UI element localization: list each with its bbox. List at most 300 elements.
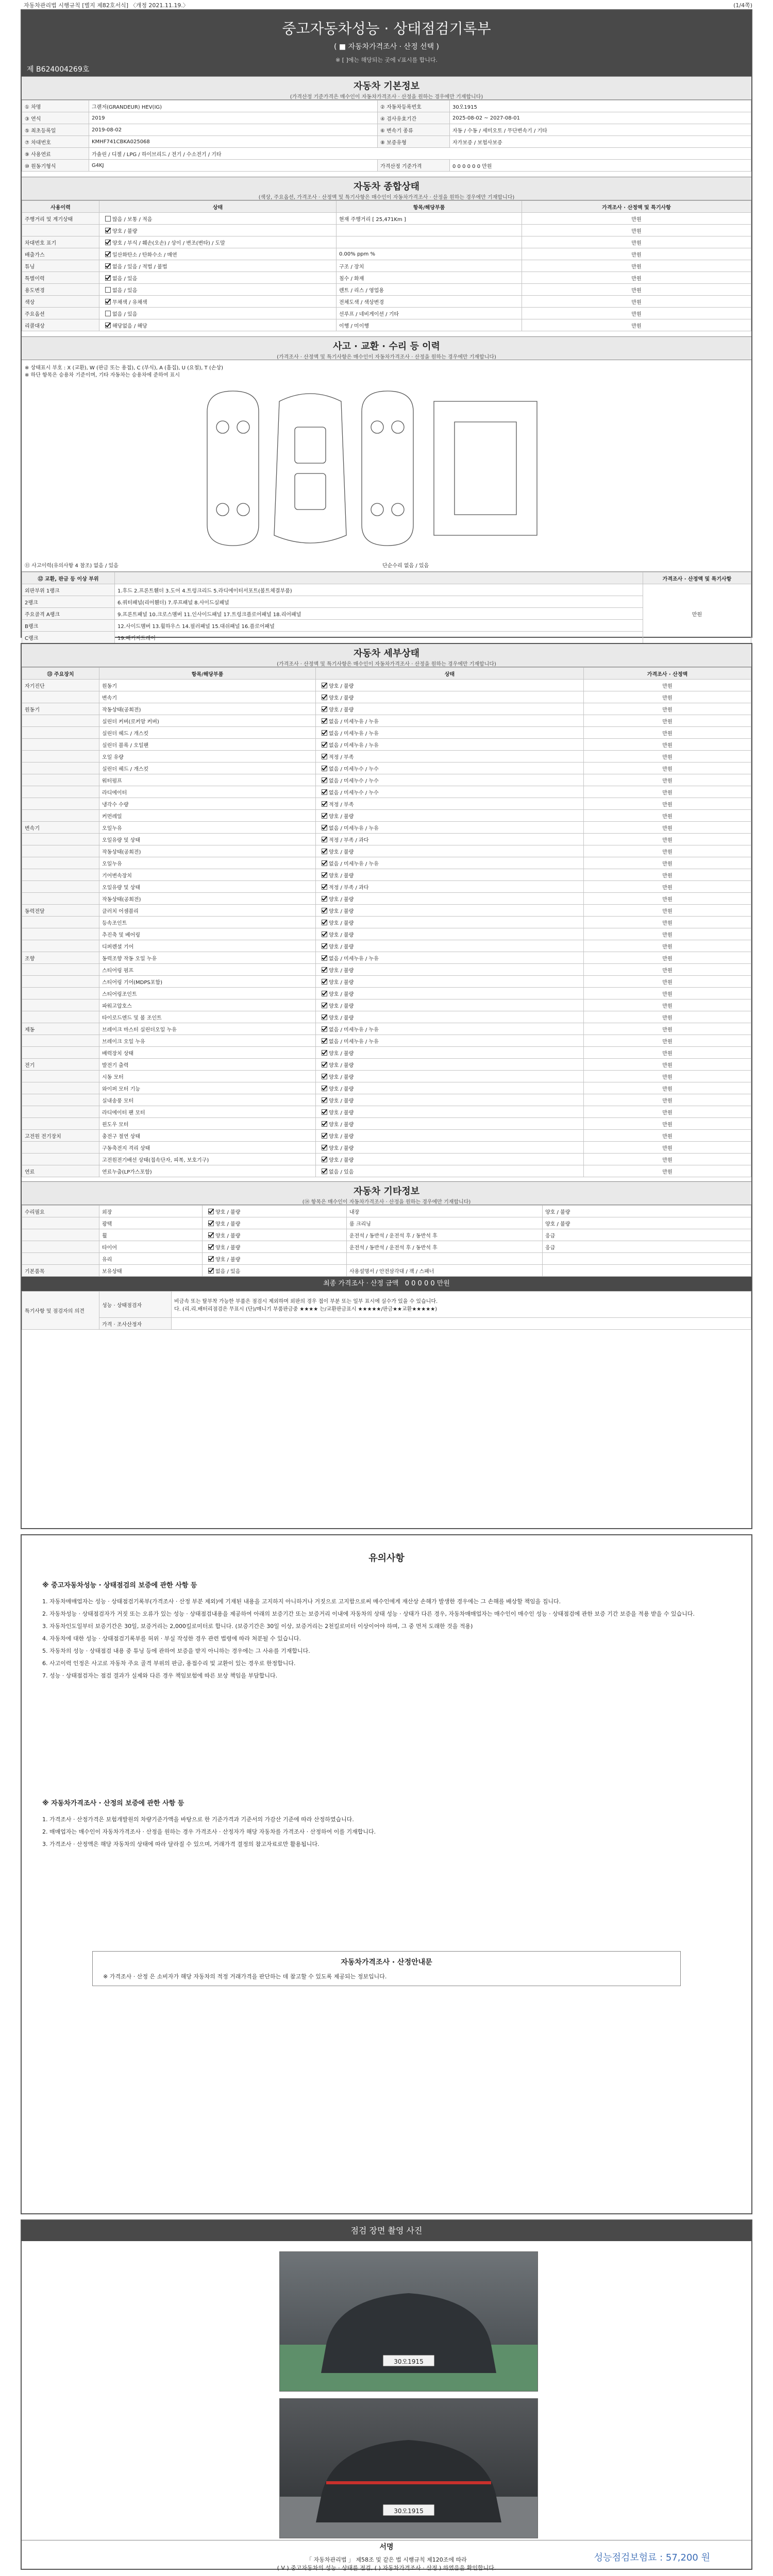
- table-row: [22, 1106, 751, 1118]
- price-cell: 만원: [584, 762, 751, 774]
- item-name: 클러치 어셈블리: [99, 905, 316, 917]
- device-group: [22, 1011, 99, 1023]
- price-cell: 만원: [584, 1059, 751, 1071]
- status-cell-2: [543, 1265, 751, 1277]
- inspection-photo-front: [279, 2251, 538, 2392]
- value: 자가보증 / 보험사보증: [450, 136, 751, 148]
- status-options: 없음 / 미세누수 / 누수: [329, 790, 379, 796]
- checkbox-checked[interactable]: [322, 718, 327, 724]
- device-group: 변속기: [22, 822, 99, 834]
- device-group: 고전원 전기장치: [22, 1130, 99, 1142]
- checkbox-checked[interactable]: [322, 955, 327, 961]
- overall-status-header: [22, 177, 751, 200]
- table-row: [22, 284, 751, 296]
- table-row: [22, 100, 751, 112]
- price-cell: 만원: [522, 236, 751, 248]
- car-front-image: [280, 2252, 537, 2391]
- status-options: 양호 / 불량: [329, 683, 354, 689]
- checkbox-checked[interactable]: [322, 1145, 327, 1150]
- table-row: [22, 727, 751, 739]
- price-cell: 만원: [522, 296, 751, 308]
- checkbox-checked[interactable]: [105, 299, 111, 304]
- parts-price: 만원: [643, 584, 751, 643]
- item-name: 변속기: [99, 691, 316, 703]
- price-cell: 만원: [584, 1071, 751, 1082]
- checkbox[interactable]: [105, 216, 111, 222]
- item-name: 오일유량 및 상태: [99, 881, 316, 893]
- item-name: 작동상태(공회전): [99, 845, 316, 857]
- device-group: [22, 893, 99, 905]
- overall-heading: 자동차 종합상태: [354, 181, 419, 192]
- column-header: 항목/해당부품: [99, 668, 316, 680]
- status-cell: [316, 952, 584, 964]
- item-name-2: 룸 크리닝: [347, 1217, 543, 1229]
- checkbox-checked[interactable]: [322, 1086, 327, 1091]
- table-row: [22, 798, 751, 810]
- accident-note: (가격조사 · 산정액 및 특기사항은 매수인이 자동차가격조사 · 산정을 원하는 경우에만 기재합니다): [277, 354, 496, 360]
- checkbox-checked[interactable]: [322, 1038, 327, 1044]
- price-cell: 만원: [584, 715, 751, 727]
- table-row: [22, 213, 751, 225]
- checkbox-checked[interactable]: [322, 979, 327, 985]
- item-name: 외장: [99, 1206, 203, 1217]
- item-name: 윈도우 모터: [99, 1118, 316, 1130]
- other-table: [22, 1205, 751, 1277]
- checkbox-checked[interactable]: [105, 228, 111, 233]
- device-group: 연료: [22, 1165, 99, 1177]
- status-options: 없음 / 있음: [215, 1268, 241, 1275]
- status-cell: [316, 751, 584, 762]
- remarks-table: [22, 1291, 751, 1330]
- device-group: [22, 1154, 99, 1165]
- detail-note: (가격조사 · 산정액 및 특기사항은 매수인이 자동차가격조사 · 산정을 원하는 경우에만 기재합니다): [277, 662, 496, 667]
- checkbox-checked[interactable]: [322, 766, 327, 771]
- status-options: 없음 / 있음: [112, 276, 138, 282]
- status-options: 양호 / 불량: [329, 1062, 354, 1069]
- status-cell: [99, 236, 337, 248]
- item-name: 커먼레일: [99, 810, 316, 822]
- checkbox-checked[interactable]: [322, 1133, 327, 1139]
- checkbox-checked[interactable]: [105, 275, 111, 281]
- status-options: 양호 / 불량: [329, 849, 354, 855]
- item-name: 디퍼렌셜 기어: [99, 940, 316, 952]
- inspector-remark: [172, 1292, 751, 1318]
- price-cell: 만원: [522, 260, 751, 272]
- photo-heading: 점검 장면 촬영 사진: [22, 2221, 751, 2241]
- checkbox-checked[interactable]: [322, 706, 327, 712]
- page-4-photos: [21, 2219, 752, 2570]
- status-cell: [316, 703, 584, 715]
- device-group: [22, 810, 99, 822]
- status-options: 일산화탄소 / 탄화수소 / 매연: [112, 252, 177, 258]
- table-row: [22, 1142, 751, 1154]
- detail-cell: 선루프 / 네비게이션 / 기타: [337, 308, 522, 319]
- table-row: [22, 296, 751, 308]
- total-price-value: 0 0 0 0 0 만원: [405, 1280, 450, 1287]
- checkbox-checked[interactable]: [322, 1074, 327, 1079]
- item-name: 파워고압호스: [99, 999, 316, 1011]
- checkbox-checked[interactable]: [208, 1268, 214, 1274]
- checkbox-checked[interactable]: [105, 240, 111, 245]
- price-cell: 만원: [584, 893, 751, 905]
- item-label: 주행거리 및 계기상태: [22, 213, 99, 225]
- table-row: [22, 148, 751, 160]
- check-note: ※ [ ]에는 해당되는 곳에 √표시를 합니다.: [335, 57, 438, 63]
- checkbox-checked[interactable]: [322, 825, 327, 831]
- column-header: 사용이력: [22, 201, 99, 213]
- status-cell: [316, 810, 584, 822]
- rank-label: B랭크: [22, 620, 115, 632]
- footer-line-2: ( V ) 중고자동차의 성능 · 상태를 점검, ( ) 자동차가격조사 · 산정 ) 하였음을 확인합니다.: [277, 2565, 496, 2571]
- checkbox-checked[interactable]: [322, 1050, 327, 1056]
- price-cell: 만원: [584, 869, 751, 881]
- item-name: 충전구 절연 상태: [99, 1130, 316, 1142]
- status-options: 양호 / 부식 / 훼손(오손) / 상이 / 변조(변타) / 도말: [112, 240, 225, 246]
- table-row: [22, 596, 751, 608]
- checkbox-checked[interactable]: [322, 1026, 327, 1032]
- item-name: 라디에이터: [99, 786, 316, 798]
- checkbox-checked[interactable]: [322, 1109, 327, 1115]
- table-row: [22, 940, 751, 952]
- price-cell: 만원: [584, 751, 751, 762]
- checkbox-checked[interactable]: [208, 1232, 214, 1238]
- notes-item: 3. 자동차인도일부터 보증기간은 30일, 보증거리는 2,000킬로미터로 합니다. (보증기간은 30일 이상, 보증거리는 2천킬로미터 이상이어야 하며, 그 중 먼저 도래한 것을 적용): [42, 1623, 473, 1630]
- checkbox[interactable]: [105, 311, 111, 316]
- value: 2019: [89, 112, 378, 124]
- table-row: [22, 751, 751, 762]
- item-name: 브레이크 마스터 실린더오일 누유: [99, 1023, 316, 1035]
- item-name: 고전원전기배선 상태(접속단자, 피복, 보호기구): [99, 1154, 316, 1165]
- status-options: 양호 / 불량: [329, 1086, 354, 1092]
- status-options: 많음 / 보통 / 적음: [112, 216, 153, 223]
- device-group: [22, 869, 99, 881]
- status-cell: [316, 1154, 584, 1165]
- status-cell: [316, 1165, 584, 1177]
- basic-info-heading: 자동차 기본정보: [354, 81, 419, 92]
- table-row: [22, 260, 751, 272]
- status-cell: [316, 1082, 584, 1094]
- status-options: 없음 / 있음: [112, 311, 138, 317]
- status-cell-2: [543, 1253, 751, 1265]
- item-name: 오일누유: [99, 822, 316, 834]
- status-options: 없음 / 미세누유 / 누유: [329, 956, 379, 962]
- status-cell: [316, 786, 584, 798]
- price-cell: 만원: [584, 1130, 751, 1142]
- status-cell: [316, 1142, 584, 1154]
- status-cell: [316, 774, 584, 786]
- checkbox-checked[interactable]: [322, 991, 327, 996]
- column-header: 상태: [316, 668, 584, 680]
- table-row: [22, 739, 751, 751]
- group-label: [22, 1217, 99, 1229]
- table-row: [22, 632, 751, 643]
- table-row: [22, 869, 751, 881]
- price-cell: 만원: [584, 976, 751, 988]
- status-options: 양호 / 불량: [329, 1003, 354, 1009]
- parts-outer-label: ⑫ 교환, 판금 등 이상 부위: [22, 572, 115, 584]
- status-options: 양호 / 불량: [215, 1257, 241, 1263]
- label: ④ 검사유효기간: [378, 112, 450, 124]
- price-cell: 만원: [584, 1011, 751, 1023]
- status-cell: [99, 225, 337, 236]
- label: ⑥ 변속기 종류: [378, 124, 450, 136]
- table-row: [22, 236, 751, 248]
- value: 0 0 0 0 0 0 만원: [450, 160, 751, 172]
- status-options: 양호 / 불량: [329, 1110, 354, 1116]
- device-group: [22, 798, 99, 810]
- detail-header: [22, 644, 751, 667]
- detail-cell: 침수 / 화재: [337, 272, 522, 284]
- column-header: 가격조사 · 산정액 및 특기사항: [522, 201, 751, 213]
- label: ③ 연식: [22, 112, 89, 124]
- status-options: 양호 / 불량: [215, 1209, 241, 1215]
- car-rear-image: [280, 2399, 537, 2538]
- item-name: 동력조향 작동 오일 누유: [99, 952, 316, 964]
- checkbox-checked[interactable]: [322, 1014, 327, 1020]
- table-header-row: [22, 201, 751, 213]
- status-cell: [203, 1253, 347, 1265]
- checkbox-checked[interactable]: [322, 801, 327, 807]
- status-options: 적정 / 부족 / 과다: [329, 837, 369, 843]
- price-cell: 만원: [584, 1142, 751, 1154]
- status-cell: [99, 284, 337, 296]
- status-cell: [316, 834, 584, 845]
- status-cell: [316, 917, 584, 928]
- checkbox-checked[interactable]: [322, 1003, 327, 1008]
- rank-items: 12.사이드멤버 13.휠하우스 14.필러패널 15.대쉬패널 16.플로어패널: [115, 620, 643, 632]
- car-diagram: [176, 381, 589, 556]
- checkbox-checked[interactable]: [322, 872, 327, 878]
- notes-item: 4. 자동차에 대한 성능 · 상태점검기록부를 허위 · 부실 작성한 경우 관련 법령에 따라 처분될 수 있습니다.: [42, 1635, 301, 1642]
- item-label: 주요옵션: [22, 308, 99, 319]
- checkbox-checked[interactable]: [322, 1121, 327, 1127]
- checkbox-checked[interactable]: [322, 789, 327, 795]
- status-cell: [99, 308, 337, 319]
- status-options: 양호 / 불량: [329, 991, 354, 997]
- device-group: 동력전달: [22, 905, 99, 917]
- label: ⑧ 보증유형: [378, 136, 450, 148]
- item-name: 와이퍼 모터 기능: [99, 1082, 316, 1094]
- item-name: 실린더 커버(로커암 커버): [99, 715, 316, 727]
- item-name: 유리: [99, 1253, 203, 1265]
- device-group: [22, 1106, 99, 1118]
- checkbox-checked[interactable]: [322, 967, 327, 973]
- price-cell: 만원: [584, 727, 751, 739]
- basic-info-header: [22, 76, 751, 100]
- checkbox-checked[interactable]: [322, 813, 327, 819]
- status-options: 무채색 / 유채색: [112, 299, 147, 306]
- status-cell: [316, 691, 584, 703]
- device-group: [22, 988, 99, 999]
- detail-cell: [337, 225, 522, 236]
- status-cell: [316, 964, 584, 976]
- detail-cell: [337, 236, 522, 248]
- status-cell: [316, 976, 584, 988]
- status-options: 양호 / 불량: [329, 979, 354, 986]
- checkbox-checked[interactable]: [322, 1097, 327, 1103]
- price-cell: 만원: [584, 917, 751, 928]
- basic-info-note: (가격산정 기준가격은 매수인이 자동차가격조사 · 산정을 원하는 경우에만 기재합니다): [290, 94, 483, 100]
- column-header: 가격조사 · 산정액: [584, 668, 751, 680]
- checkbox-checked[interactable]: [322, 920, 327, 925]
- value: KMHF741CBKA025068: [89, 136, 378, 148]
- parts-table: [22, 572, 751, 643]
- table-row: [22, 272, 751, 284]
- table-row: [22, 976, 751, 988]
- table-row: [22, 1165, 751, 1177]
- price-cell: 만원: [584, 857, 751, 869]
- status-cell: [316, 845, 584, 857]
- checkbox-checked[interactable]: [322, 908, 327, 913]
- item-name: 등속조인트: [99, 917, 316, 928]
- checkbox-checked[interactable]: [322, 931, 327, 937]
- price-cell: 만원: [584, 822, 751, 834]
- checkbox-checked[interactable]: [322, 860, 327, 866]
- checkbox-checked[interactable]: [105, 263, 111, 269]
- status-cell: [316, 822, 584, 834]
- label: ⑤ 최초등록일: [22, 124, 89, 136]
- device-group: [22, 1118, 99, 1130]
- status-cell: [316, 881, 584, 893]
- price-cell: 만원: [584, 999, 751, 1011]
- page-3-notes: [21, 1534, 752, 2214]
- status-options: 양호 / 불량: [329, 944, 354, 950]
- price-cell: 만원: [584, 928, 751, 940]
- status-cell-2: 응급: [543, 1241, 751, 1253]
- total-price-bar: [22, 1277, 751, 1291]
- value: 2019-08-02: [89, 124, 378, 136]
- accident-legend: ※ 상태표시 부호 : X (교환), W (판금 또는 용접), C (부식), A (흠집), U (요철), T (손상): [25, 365, 224, 371]
- checkbox-checked[interactable]: [208, 1221, 214, 1226]
- parts-spacer: [115, 572, 643, 584]
- label: ① 차명: [22, 100, 89, 112]
- device-group: [22, 976, 99, 988]
- inspection-photo-rear: [279, 2398, 538, 2538]
- table-row: [22, 1011, 751, 1023]
- status-cell: [316, 988, 584, 999]
- checkbox[interactable]: [105, 287, 111, 293]
- item-label: 용도변경: [22, 284, 99, 296]
- other-info-header: [22, 1181, 751, 1205]
- status-options: 없음 / 미세누수 / 누수: [329, 766, 379, 772]
- table-row: [22, 881, 751, 893]
- device-group: 제동: [22, 1023, 99, 1035]
- checkbox-checked[interactable]: [322, 849, 327, 854]
- notes-item: 6. 사고이력 인정은 사고로 자동차 주요 골격 부위의 판금, 용접수리 및 교환이 있는 경우로 한정합니다.: [42, 1660, 296, 1667]
- footer-line-1: 「 자동차관리법 」 제58조 및 같은 법 시행규칙 제120조에 따라: [306, 2556, 467, 2563]
- device-group: [22, 917, 99, 928]
- rank-label: 외판부위 1랭크: [22, 584, 115, 596]
- price-cell: 만원: [584, 1047, 751, 1059]
- item-name: 추진축 및 베어링: [99, 928, 316, 940]
- item-name-2: 사용설명서 / 안전삼각대 / 잭 / 스패너: [347, 1265, 543, 1277]
- checkbox-checked[interactable]: [322, 754, 327, 759]
- insurance-fee: 성능점검보험료 : 57,200 원: [594, 2552, 710, 2563]
- overall-status-table: [22, 200, 751, 331]
- item-name: 라디에이터 팬 모터: [99, 1106, 316, 1118]
- simple-repair: 단순수리 없음 / 있음: [382, 563, 429, 569]
- label: ② 자동차등록번호: [378, 100, 450, 112]
- device-group: 자기진단: [22, 680, 99, 691]
- status-options: 양호 / 불량: [329, 920, 354, 926]
- notes-item: 3. 가격조사 · 산정액은 해당 자동차의 상태에 따라 달라질 수 있으며, 거래가격 결정의 참고자료로만 활용됩니다.: [42, 1841, 320, 1848]
- checkbox-checked[interactable]: [208, 1244, 214, 1250]
- checkbox-checked[interactable]: [322, 896, 327, 902]
- price-cell: 만원: [522, 248, 751, 260]
- checkbox-checked[interactable]: [322, 884, 327, 890]
- item-name-2: 내장: [347, 1206, 543, 1217]
- status-options: 양호 / 불량: [329, 873, 354, 879]
- price-cell: 만원: [584, 798, 751, 810]
- value: G4KJ: [89, 160, 378, 172]
- price-cell: 만원: [584, 845, 751, 857]
- value: 30오1915: [450, 100, 751, 112]
- checkbox-checked[interactable]: [208, 1209, 214, 1214]
- status-cell: [316, 999, 584, 1011]
- notes-item: 2. 자동차성능 · 상태점검자가 거짓 또는 오류가 있는 성능 · 상태점검내용을 제공하여 아래의 보증기간 또는 보증거리 이내에 자동차의 상태 성능 · 상태가 다른 경우, 자동차매매업자는 매수인이 매수인 성능 · 상태점검에 관한 보증 기간 보증을 적용 받을 수 있습니다.: [42, 1611, 695, 1617]
- rank-items: 1.후드 2.프론트휀더 3.도어 4.트렁크리드 5.라디에이터서포트(볼트체결부품): [115, 584, 643, 596]
- checkbox-checked[interactable]: [105, 323, 111, 328]
- checkbox-checked[interactable]: [322, 730, 327, 736]
- checkbox-checked[interactable]: [322, 742, 327, 748]
- parts-price-header: 가격조사 · 산정액 및 특기사항: [643, 572, 751, 584]
- status-options: 양호 / 불량: [329, 968, 354, 974]
- group-label: 수리필요: [22, 1206, 99, 1217]
- table-row: [22, 1206, 751, 1217]
- price-cell: 만원: [522, 213, 751, 225]
- checkbox-checked[interactable]: [322, 683, 327, 688]
- status-options: 양호 / 불량: [215, 1245, 241, 1251]
- price-cell: 만원: [584, 905, 751, 917]
- notes-item: 7. 성능 · 상태점검자는 점검 결과가 실제와 다른 경우 책임보험에 따른 보상 책임을 부담합니다.: [42, 1672, 278, 1679]
- footer-confirmation: [0, 2555, 773, 2572]
- table-row: [22, 584, 751, 596]
- status-cell: [316, 727, 584, 739]
- status-cell: [316, 1130, 584, 1142]
- overall-note: (색상, 주요옵션, 가격조사 · 산정액 및 특기사항은 매수인이 자동차가격조사 · 산정을 원하는 경우에만 기재합니다): [258, 195, 515, 200]
- status-cell: [316, 739, 584, 751]
- detail-cell: 전체도색 / 색상변경: [337, 296, 522, 308]
- price-cell: 만원: [584, 691, 751, 703]
- status-cell: [203, 1265, 347, 1277]
- status-cell: [316, 869, 584, 881]
- checkbox-checked[interactable]: [208, 1256, 214, 1262]
- checkbox-checked[interactable]: [322, 1062, 327, 1067]
- detail-heading: 자동차 세부상태: [354, 648, 419, 659]
- accident-legend-2: ※ 하단 항목은 승용차 기준이며, 기타 자동차는 승용차에 준하여 표시: [25, 372, 180, 378]
- checkbox-checked[interactable]: [322, 837, 327, 842]
- status-options: 해당없음 / 해당: [112, 323, 147, 329]
- checkbox-checked[interactable]: [322, 1168, 327, 1174]
- table-row: [22, 1118, 751, 1130]
- status-options: 양호 / 불량: [329, 932, 354, 938]
- checkbox-checked[interactable]: [322, 777, 327, 783]
- item-name: 타이어: [99, 1241, 203, 1253]
- checkbox-checked[interactable]: [105, 251, 111, 257]
- status-cell: [203, 1241, 347, 1253]
- price-cell: 만원: [584, 988, 751, 999]
- price-cell: 만원: [522, 272, 751, 284]
- table-row: [22, 988, 751, 999]
- checkbox-checked[interactable]: [322, 1157, 327, 1162]
- table-row: [22, 1154, 751, 1165]
- table-row: [22, 703, 751, 715]
- price-cell: 만원: [522, 225, 751, 236]
- status-options: 양호 / 불량: [329, 707, 354, 713]
- checkbox-checked[interactable]: [322, 694, 327, 700]
- group-label: [22, 1241, 99, 1253]
- checkbox-checked[interactable]: [322, 943, 327, 949]
